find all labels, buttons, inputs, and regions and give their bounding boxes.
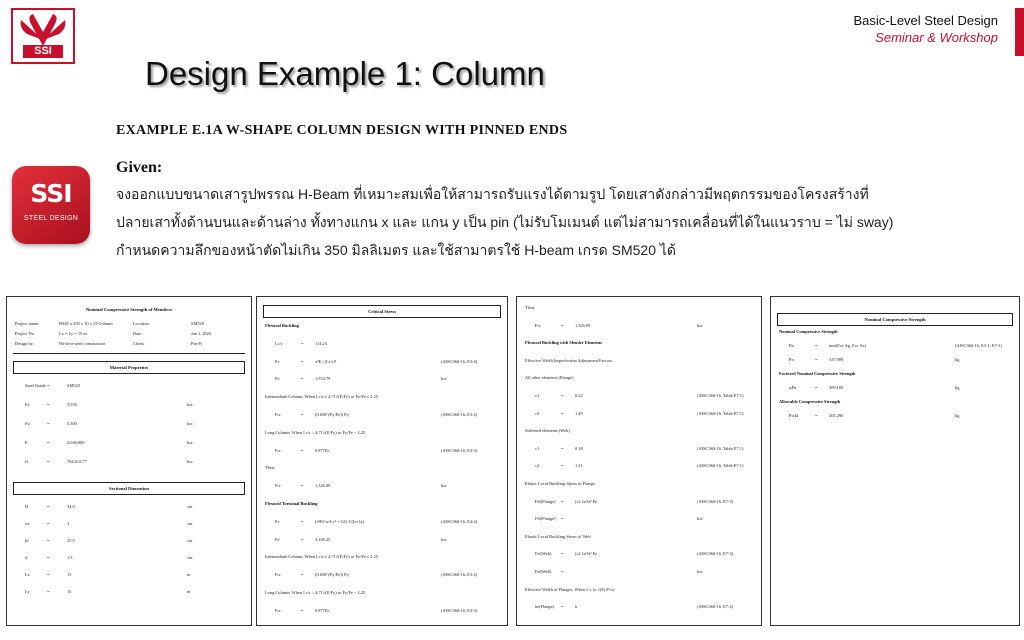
formula-reference: (AISC360-16, E3-2) — [441, 572, 478, 578]
formula-value: (c2 λr/λ)² Fy — [575, 551, 598, 557]
formula-value: 0.877Fe — [315, 607, 330, 613]
section-text: Long Column, When Lc/r > 4.71√(E/Fy) or Fy/Fe > 2.25 — [265, 429, 366, 435]
worksheet-panel-4 — [770, 296, 1020, 626]
equals-sign: = — [561, 463, 564, 469]
equals-sign: = — [561, 445, 564, 451]
header-subtitle: Seminar & Workshop — [875, 30, 998, 45]
property-unit: cm — [187, 538, 193, 543]
section-heading: Material Properties — [13, 361, 245, 374]
formula-symbol: Lc/r — [275, 340, 283, 346]
formula-reference: (AISC360-16, E3-2) — [441, 412, 478, 417]
info-label: Design by: — [15, 341, 35, 346]
formula-symbol: Pn — [789, 343, 794, 348]
section-text: Factored Nominal Compressive Strength — [779, 371, 856, 376]
equals-sign: = — [301, 518, 304, 524]
info-label: Date : — [133, 331, 144, 336]
property-unit: cm — [187, 521, 193, 526]
property-unit: ksc — [187, 440, 193, 445]
section-text: Long Column, When Lc/r > 4.71√(E/Fy) or Fy/Fe > 2.25 — [265, 590, 366, 595]
info-value: Pin-Pi — [191, 341, 202, 346]
equals-sign: = — [47, 459, 50, 464]
formula-symbol: Fcr — [275, 483, 281, 489]
property-value: 1 — [67, 521, 70, 526]
formula-reference: kg — [955, 413, 960, 418]
formula-symbol: c1 — [535, 445, 540, 451]
property-unit: ksc — [187, 402, 193, 407]
equals-sign: = — [47, 555, 50, 560]
equals-sign: = — [301, 447, 304, 453]
equals-sign: = — [561, 516, 564, 522]
formula-reference: ksc — [697, 569, 703, 574]
formula-reference: ksc — [697, 516, 703, 522]
ssi-emblem-icon — [13, 10, 73, 48]
app-icon-subtext: STEEL DESIGN — [23, 215, 79, 222]
formula-reference: kg — [955, 385, 960, 390]
section-text: Stiffened elements (Web) — [525, 428, 570, 434]
formula-reference: ksc — [697, 322, 703, 328]
formula-symbol: be(Flange) — [535, 604, 555, 610]
formula-symbol: c1 — [535, 393, 540, 398]
property-value: SM520 — [67, 383, 80, 388]
equals-sign: = — [815, 357, 818, 362]
property-value: 2,040,000 — [67, 440, 85, 445]
worksheet-panel-2 — [256, 296, 508, 626]
formula-reference: (AISC360-16, E7-2) — [697, 604, 734, 610]
property-symbol: E — [25, 440, 28, 445]
formula-value: 309,169 — [829, 385, 844, 390]
formula-reference: (AISC360-16, E3-3) — [441, 447, 478, 453]
formula-reference: (AISC360-16, E3-1, E7-1) — [955, 343, 1002, 348]
page-title: Design Example 1: Column — [145, 55, 545, 92]
property-symbol: D — [25, 504, 29, 509]
property-value: 1.5 — [67, 555, 73, 560]
formula-value: b — [575, 604, 578, 610]
property-symbol: Steel Grade — [25, 383, 46, 388]
ssi-logo — [11, 8, 75, 64]
formula-value: 0.22 — [575, 393, 583, 398]
section-text: Then, — [265, 465, 276, 471]
equals-sign: = — [301, 536, 304, 542]
given-label: Given: — [116, 159, 163, 176]
section-text: Flexural Buckling with Slender Elements — [525, 340, 603, 346]
formula-value: 1.31 — [575, 463, 583, 469]
equals-sign: = — [815, 413, 818, 418]
formula-symbol: Fcr — [275, 447, 281, 453]
formula-reference: kg — [955, 357, 960, 362]
panel-heading: Nominal Compressive Strength — [777, 313, 1013, 326]
formula-value: 0.877Fe — [315, 447, 330, 453]
info-value: Jan 1, 2023 — [191, 331, 212, 336]
formula-reference: ksc — [441, 483, 447, 489]
property-unit: ksc — [187, 421, 193, 426]
info-value: Lx = Ly = 15 m — [59, 331, 87, 336]
formula-symbol: Fel(Web) — [535, 551, 552, 557]
header-text — [853, 12, 998, 47]
formula-reference: (AISC360-16, E3-4) — [441, 358, 478, 364]
equals-sign: = — [47, 402, 50, 407]
logo-text: SSI — [23, 45, 63, 58]
equals-sign: = — [301, 376, 304, 382]
property-unit: m — [187, 589, 191, 594]
info-label: Location: — [133, 321, 150, 326]
section-text: Intermediate Column, When Lc/r ≤ 4.71√(E/Fy) or Fy/Fe ≤ 2.25 — [265, 554, 378, 560]
formula-value: (0.658^(Fy/Fe)) Fy — [315, 412, 349, 417]
equals-sign: = — [815, 343, 818, 348]
equals-sign: = — [47, 504, 50, 509]
equals-sign: = — [561, 604, 564, 610]
formula-value: (π²ECw/Lc² + GJ) 1/(Ix+Iy) — [315, 518, 365, 524]
formula-reference: (AISC360-16, E4-2) — [441, 518, 478, 524]
info-label: Client : — [133, 341, 147, 346]
formula-reference: (AISC360-16, Table E7.1) — [697, 463, 744, 469]
panel-heading: Nominal Compressive Strength of Members — [85, 307, 173, 312]
formula-value: (c2 λr/λ)² Fy — [575, 498, 598, 504]
formula-symbol: Fe — [275, 536, 280, 542]
given-line-2: ปลายเสาทั้งด้านบนและด้านล่าง ทั้งทางแกน x และ แกน y เป็น pin (ไม่รับโมเมนต์ แต่ไม่สามารถเคลื่อนที่ได้ในแนวราบ = ไม่ sway) — [116, 214, 894, 230]
info-label: Project No. — [15, 331, 35, 336]
section-text: Elastic Local Buckling Stress of Flange — [525, 481, 595, 486]
formula-symbol: Pn — [789, 357, 794, 362]
equals-sign: = — [561, 410, 564, 416]
app-icon-text: SSI — [30, 179, 72, 208]
equals-sign: = — [301, 483, 304, 489]
formula-value: 337,909 — [829, 357, 844, 362]
formula-symbol: Fcr — [275, 412, 281, 417]
formula-value: (0.658^(Fy/Fe)) Fy — [315, 572, 349, 578]
equals-sign: = — [47, 421, 50, 426]
info-value: H340 x 250 x 10 x 15 Column — [59, 321, 113, 326]
section-text: Intermediate Column, When Lc/r ≤ 4.71√(E/Fy) or Fy/Fe ≤ 2.25 — [265, 394, 378, 400]
property-symbol: tf — [25, 555, 28, 560]
formula-symbol: c2 — [535, 463, 540, 469]
section-text: Effective Width of Flanges, When λ ≤ λr √(Fy/Fcr) — [525, 586, 615, 592]
equals-sign: = — [561, 322, 564, 328]
equals-sign: = — [301, 412, 304, 417]
equals-sign: = — [301, 340, 304, 346]
info-value: SM520 — [191, 321, 204, 326]
formula-reference: (AISC360-16, Table E7.1) — [697, 445, 744, 451]
formula-value: 201,296 — [829, 413, 844, 418]
property-unit: cm — [187, 504, 193, 509]
section-text: Flexural Buckling — [265, 323, 299, 328]
equals-sign: = — [47, 383, 50, 388]
divider — [13, 353, 245, 354]
header-accent-bar — [1015, 8, 1024, 56]
panel-heading: Critical Stress — [263, 305, 501, 318]
equals-sign: = — [47, 589, 50, 594]
property-symbol: Lx — [25, 572, 30, 577]
formula-symbol: Fe — [275, 376, 280, 382]
section-heading: Sectional Dimension — [13, 482, 245, 495]
example-heading: EXAMPLE E.1A W-SHAPE COLUMN DESIGN WITH PINNED ENDS — [116, 123, 568, 138]
property-unit: ksc — [187, 459, 193, 464]
info-value: We love steel construction — [59, 341, 106, 346]
equals-sign: = — [301, 607, 304, 613]
formula-reference: (AISC360-16, E7-5) — [697, 498, 734, 504]
given-line-3: กำหนดความลึกของหน้าตัดไม่เกิน 350 มิลลิเมตร และใช้สามาตรใช้ H-beam เกรด SM520 ได้ — [116, 242, 677, 258]
formula-symbol: Fel(Flange) — [535, 516, 556, 522]
equals-sign: = — [301, 572, 304, 578]
formula-reference: (AISC360-16, Table E7.1) — [697, 410, 744, 416]
formula-symbol: Pn/Ω — [789, 413, 799, 418]
property-value: 15 — [67, 572, 72, 577]
property-value: 784,615.77 — [67, 459, 87, 464]
property-unit: m — [187, 572, 191, 577]
section-text: Allowable Compressive Strength — [779, 399, 841, 404]
equals-sign: = — [561, 498, 564, 504]
property-value: 5,300 — [67, 421, 77, 426]
formula-symbol: Fel(Web) — [535, 569, 552, 574]
formula-value: π²E / (Lc/r)² — [315, 358, 337, 364]
section-text: Flexural Torsional Buckling — [265, 501, 318, 506]
equals-sign: = — [815, 385, 818, 390]
equals-sign: = — [47, 538, 50, 543]
equals-sign: = — [301, 358, 304, 364]
formula-value: 1,326.09 — [575, 322, 591, 328]
section-text: Effective Width Imperfection Adjustment Factors — [525, 357, 612, 363]
worksheet-panel-3 — [516, 296, 762, 626]
info-label: Project name: — [15, 321, 40, 326]
given-line-1: จงออกแบบขนาดเสารูปพรรณ H-Beam ที่เหมาะสมเพื่อให้สามารถรับแรงได้ตามรูป โดยเสาดังกล่าวมีพฤตกรรมของโครงสร้างที่ — [116, 186, 869, 202]
property-value: 15 — [67, 589, 72, 594]
equals-sign: = — [561, 393, 564, 398]
section-text: Then, — [525, 305, 536, 310]
property-value: 34.0 — [67, 504, 75, 509]
formula-reference: (AISC360-16, E3-3) — [441, 607, 478, 613]
property-symbol: Ly — [25, 589, 30, 594]
equals-sign: = — [47, 521, 50, 526]
section-text: All other elements (Flange) — [525, 375, 574, 381]
formula-symbol: φPn — [789, 385, 797, 390]
property-value: 3,550 — [67, 402, 77, 407]
section-text: Nominal Compressive Strength — [779, 329, 838, 334]
formula-symbol: Fel(Flange) — [535, 498, 556, 504]
formula-symbol: c2 — [535, 410, 540, 416]
formula-value: 114.23 — [315, 340, 327, 346]
formula-reference: (AISC360-16, E7-5) — [697, 551, 734, 557]
formula-symbol: Fe — [275, 518, 280, 524]
formula-value: min(Fcr·Ag, Fcr·Ae) — [829, 343, 867, 348]
property-symbol: tw — [25, 521, 30, 526]
formula-value: 1,553.79 — [315, 376, 331, 382]
equals-sign: = — [47, 572, 50, 577]
property-symbol: Fu — [25, 421, 30, 426]
equals-sign: = — [561, 551, 564, 557]
property-unit: cm — [187, 555, 193, 560]
formula-value: 0.18 — [575, 445, 583, 451]
equals-sign: = — [47, 440, 50, 445]
equals-sign: = — [561, 569, 564, 574]
formula-symbol: Fcr — [275, 572, 281, 578]
formula-symbol: Fe — [275, 358, 280, 364]
formula-symbol: Fcr — [275, 607, 281, 613]
property-symbol: Fy — [25, 402, 30, 407]
property-value: 25.0 — [67, 538, 75, 543]
formula-value: 3,169.25 — [315, 536, 331, 542]
ssi-steel-design-app-icon — [12, 166, 90, 244]
formula-reference: ksc — [441, 536, 447, 542]
header-title: Basic-Level Steel Design — [853, 13, 998, 28]
formula-value: 1.49 — [575, 410, 583, 416]
formula-reference: (AISC360-16, Table E7.1) — [697, 393, 744, 398]
formula-reference: ksc — [441, 376, 447, 382]
formula-symbol: Fcr — [535, 322, 541, 328]
property-symbol: G — [25, 459, 29, 464]
formula-value: 1,326.09 — [315, 483, 331, 489]
section-text: Elastic Local Buckling Stress of Web — [525, 533, 591, 539]
property-symbol: bf — [25, 538, 29, 543]
worksheet-panel-1 — [6, 296, 252, 626]
